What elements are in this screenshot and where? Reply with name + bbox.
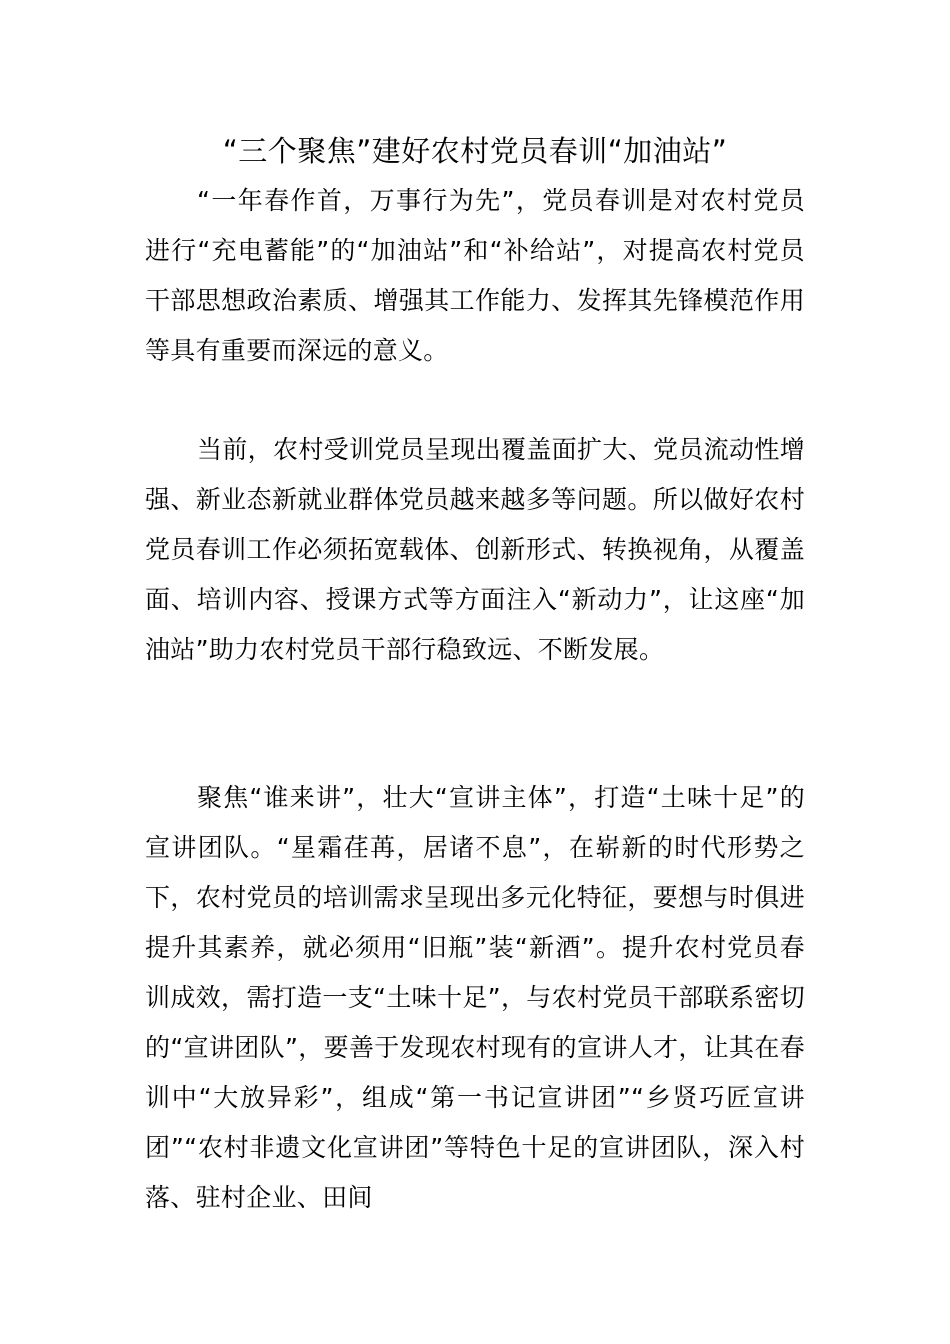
document-title: “三个聚焦”建好农村党员春训“加油站”: [222, 134, 728, 168]
paragraph-intro: “一年春作首，万事行为先”，党员春训是对农村党员进行“充电蓄能”的“加油站”和“补给站”，对提高农村党员干部思想政治素质、增强其工作能力、发挥其先锋模范作用等具有重要而深远的意义。: [145, 186, 805, 365]
paragraph-current-situation: 当前，农村受训党员呈现出覆盖面扩大、党员流动性增强、新业态新就业群体党员越来越多等问题。所以做好农村党员春训工作必须拓宽载体、创新形式、转换视角，从覆盖面、培训内容、授课方式等方面注入“新动力”，让这座“加油站”助力农村党员干部行稳致远、不断发展。: [145, 435, 805, 664]
paragraph-who-speaks: 聚焦“谁来讲”，壮大“宣讲主体”，打造“土味十足”的宣讲团队。“星霜荏苒，居诸不息”，在崭新的时代形势之下，农村党员的培训需求呈现出多元化特征，要想与时俱进提升其素养，就必须用“旧瓶”装“新酒”。提升农村党员春训成效，需打造一支“土味十足”，与农村党员干部联系密切的“宣讲团队”，要善于发现农村现有的宣讲人才，让其在春训中“大放异彩”，组成“第一书记宣讲团”“乡贤巧匠宣讲团”“农村非遗文化宣讲团”等特色十足的宣讲团队，深入村落、驻村企业、田间: [145, 783, 805, 1212]
